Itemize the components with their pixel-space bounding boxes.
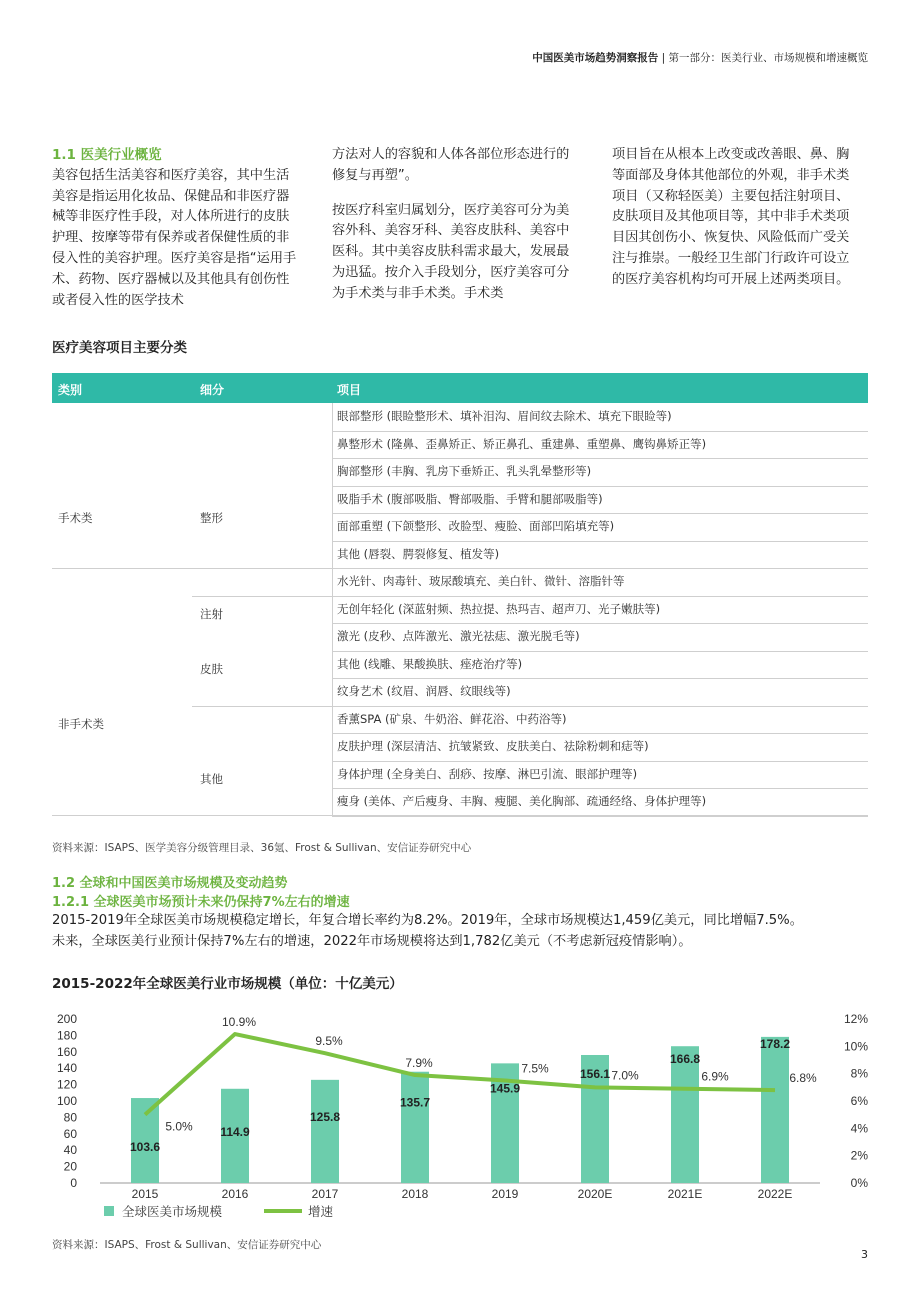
bar-2017 [311,1080,339,1183]
x-tick-label: 2017 [311,1187,339,1201]
table-cell-item: 激光 (皮秒、点阵激光、激光祛痣、激光脱毛等) [337,629,580,643]
growth-value-label: 6.8% [789,1071,817,1086]
table-cell-item: 无创年轻化 (深蓝射频、热拉提、热玛吉、超声刀、光子嫩肤等) [337,601,661,616]
y-right-tick-label: 4% [850,1121,868,1136]
intro-text-2b: 按医疗科室归属划分，医疗美容可分为美容外科、美容牙科、美容皮肤科、美容中医科。其中美容皮肤科需求最大，发展最为迅猛。按介入手段划分，医疗美容可分为手术类与非手术类。手术类 [332,202,570,301]
section-heading-1-2: 1.2 全球和中国医美市场规模及变动趋势 [52,876,288,891]
table-row [332,431,868,460]
table-cell-item: 皮肤护理 (深层清洁、抗皱紧致、皮肤美白、祛除粉刺和痣等) [337,739,649,753]
table-cell-item: 身体护理 (全身美白、刮痧、按摩、淋巴引流、眼部护理等) [337,766,638,781]
classification-table [52,373,868,816]
category-surgical: 手术类 [58,511,93,525]
growth-value-label: 5.0% [165,1119,193,1134]
growth-value-label: 7.0% [611,1068,639,1083]
y-right-tick-label: 6% [850,1094,868,1108]
table-cell-item: 其他 (唇裂、腭裂修复、植发等) [337,546,500,561]
growth-value-label: 7.5% [521,1061,549,1076]
y-left-tick-label: 120 [56,1077,77,1092]
table-row [332,651,868,680]
table-header [52,373,868,403]
subcategory-plastic: 整形 [200,511,223,525]
table-row [332,733,868,762]
x-tick-label: 2022E [757,1187,793,1201]
table-row [332,761,868,790]
header-items: 项目 [337,383,362,397]
market-line-1: 2015-2019年全球医美市场规模稳定增长，年复合增长率约为8.2%。2019年，全球市场规模达1,459亿美元，同比增幅7.5%。 [52,913,803,928]
table-row [332,596,868,625]
table-title: 医疗美容项目主要分类 [52,340,187,356]
y-right-tick-label: 10% [843,1039,868,1054]
table-cell-item: 胸部整形 (丰胸、乳房下垂矫正、乳头乳晕整形等) [337,464,592,478]
bar-value-label: 145.9 [489,1081,521,1096]
x-tick-label: 2018 [401,1187,429,1201]
bar-value-label: 135.7 [399,1095,431,1110]
market-paragraph [52,910,868,952]
x-tick-label: 2020E [577,1187,613,1201]
bar-value-label: 103.6 [129,1140,161,1155]
growth-value-label: 7.9% [405,1056,433,1071]
table-body [52,403,868,816]
bar-value-label: 166.8 [669,1052,701,1067]
category-nonsurgical: 非手术类 [58,717,104,731]
table-row [332,678,868,707]
table-row [332,486,868,515]
bar-2022E [761,1037,789,1183]
growth-value-label: 6.9% [701,1069,729,1084]
bar-value-label: 178.2 [759,1036,791,1051]
market-line-2: 未来，全球医美行业预计保持7%左右的增速，2022年市场规模将达到1,782亿美元（不考虑新冠疫情影响）。 [52,934,692,949]
legend-bar-swatch [104,1206,114,1216]
y-left-tick-label: 180 [56,1028,77,1043]
table-cell-item: 水光针、肉毒针、玻尿酸填充、美白针、微针、溶脂针等 [337,574,625,588]
growth-value-label: 10.9% [221,1015,257,1030]
intro-column-1 [52,145,300,311]
bar-2018 [401,1072,429,1183]
report-title: 中国医美市场趋势洞察报告 [532,52,659,64]
x-tick-label: 2021E [667,1187,703,1201]
intro-text-2a: 方法对人的容貌和人体各部位形态进行的修复与再塑”。 [332,147,570,183]
header-subcategory: 细分 [200,383,225,397]
growth-value-label: 9.5% [315,1034,343,1049]
y-right-tick-label: 12% [843,1012,868,1026]
intro-text-3: 项目旨在从根本上改变或改善眼、鼻、胸等面部及身体其他部位的外观，非手术类项目（又称轻医美）主要包括注射项目、皮肤项目及其他项目等，其中非手术类项目因其创伤小、恢复快、风险低而广受关注与推崇。一般经卫生部门行政许可设立的医疗美容机构均可开展上述两类项目。 [612,147,850,287]
y-left-tick-label: 200 [56,1012,77,1026]
table-cell-item: 瘦身 (美体、产后瘦身、丰胸、瘦腿、美化胸部、疏通经络、身体护理等) [337,794,707,808]
table-cell-item: 鼻整形术 (隆鼻、歪鼻矫正、矫正鼻孔、重建鼻、重塑鼻、鹰钩鼻矫正等) [337,436,707,451]
y-left-tick-label: 40 [63,1143,77,1158]
x-tick-label: 2015 [131,1187,159,1201]
table-cell-item: 面部重塑 (下颌整形、改脸型、瘦脸、面部凹陷填充等) [337,519,615,533]
page-number: 3 [861,1248,868,1261]
header-section: 第一部分：医美行业、市场规模和增速概览 [668,52,868,64]
legend-line-label: 增速 [308,1205,334,1219]
skin-divider [192,706,332,707]
y-left-tick-label: 140 [56,1061,77,1076]
bar-2021E [671,1046,699,1183]
intro-column-3 [612,145,860,291]
section-heading-1-1: 1.1 医美行业概览 [52,147,162,163]
table-cell-item: 吸脂手术 (腹部吸脂、臀部吸脂、手臂和腿部吸脂等) [337,491,603,506]
page-header [532,50,868,65]
section-heading-1-2-1: 1.2.1 全球医美市场预计未来仍保持7%左右的增速 [52,895,350,910]
chart-source: 资料来源：ISAPS、Frost & Sullivan、安信证券研究中心 [52,1239,322,1251]
bar-value-label: 156.1 [579,1066,611,1081]
bar-value-label: 114.9 [220,1124,250,1139]
header-separator: | [658,52,669,64]
intro-text-1: 美容包括生活美容和医疗美容，其中生活美容是指运用化妆品、保健品和非医疗器械等非医疗性手段，对人体所进行的皮肤护理、按摩等带有保养或者保健性质的非侵入性的美容护理。医疗美容是指“运用手术、药物、医疗器械以及其他具有创伤性或者侵入性的医学技术 [52,167,297,308]
y-left-tick-label: 100 [56,1094,77,1108]
table-source: 资料来源：ISAPS、医学美容分级管理目录、36氪、Frost & Sullivan、安信证券研究中心 [52,842,472,854]
market-size-chart [40,1005,880,1225]
intro-column-2 [332,145,580,319]
table-row [332,513,868,542]
y-left-tick-label: 80 [63,1110,77,1125]
table-cell-item: 眼部整形 (眼睑整形术、填补泪沟、眉间纹去除术、填充下眼睑等) [337,409,672,423]
subcategory-other: 其他 [200,772,223,786]
injection-divider [192,596,332,597]
bar-value-label: 125.8 [309,1109,341,1124]
table-cell-item: 香薰SPA (矿泉、牛奶浴、鲜花浴、中药浴等) [337,711,567,726]
table-row [332,788,868,817]
y-left-tick-label: 0 [70,1176,77,1190]
chart-title: 2015-2022年全球医美行业市场规模（单位：十亿美元） [52,976,403,992]
table-row [332,541,868,570]
table-row [332,623,868,652]
table-row [332,403,868,432]
y-left-tick-label: 60 [63,1126,77,1141]
subcategory-skin: 皮肤 [200,662,223,676]
y-right-tick-label: 2% [850,1148,868,1163]
table-cell-item: 纹身艺术 (纹眉、润唇、纹眼线等) [337,684,511,698]
header-category: 类别 [58,383,83,397]
y-left-tick-label: 160 [56,1044,77,1059]
y-left-tick-label: 20 [63,1159,77,1174]
y-right-tick-label: 8% [850,1066,868,1081]
table-row [332,568,868,597]
y-right-tick-label: 0% [850,1176,868,1190]
x-tick-label: 2016 [221,1187,249,1201]
table-cell-item: 其他 (线雕、果酸换肤、痤疮治疗等) [337,656,523,671]
subcategory-injection: 注射 [200,607,223,621]
table-row [332,706,868,735]
legend-bar-label: 全球医美市场规模 [122,1205,223,1219]
x-tick-label: 2019 [491,1187,519,1201]
table-row [332,458,868,487]
